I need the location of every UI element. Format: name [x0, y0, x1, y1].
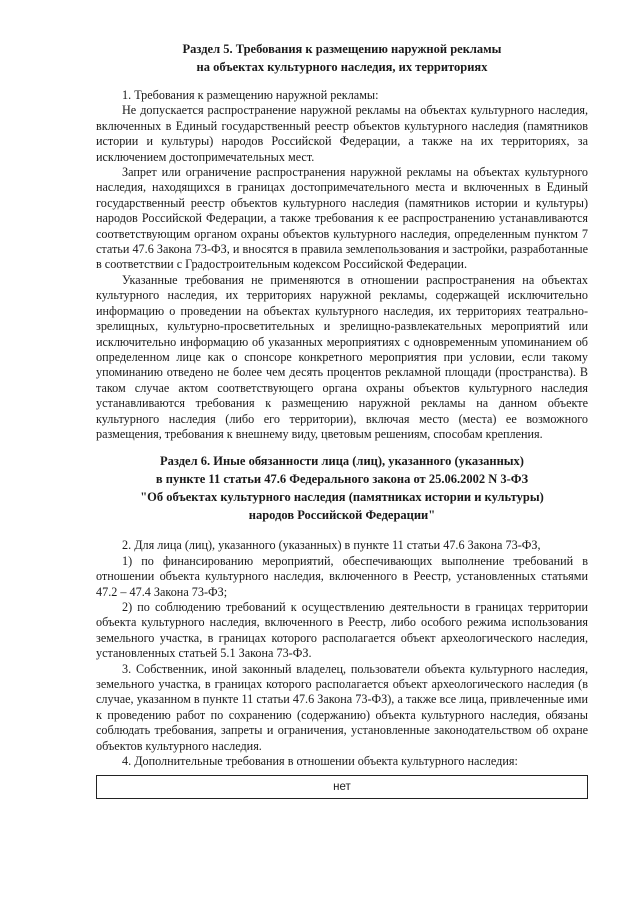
section5-paragraph-4: Указанные требования не применяются в отношении распространения на объектах культурного наследия, их территориях наружной рекламы, содержащей исключительно информацию о проведении на объектах культурного наследия, их территориях театрально-зрелищных, культурно-просветительных и зрелищно-развлекательных мероприятий или исключительно информацию об указанных мероприятиях с одновременным упоминанием об определенном лице как о спонсоре конкретного мероприятия при условии, если такому упоминанию отведено не более чем десять процентов рекламной площади (пространства). В таком случае актом соответствующего органа охраны объектов культурного наследия устанавливаются требования к размещению наружной рекламы на данном объекте культурного наследия (либо его территории), включая место (места) ее возможного размещения, требования к внешнему виду, цветовым решениям, способам крепления. [96, 272, 588, 441]
section6-heading-line3: "Об объектах культурного наследия (памятниках истории и культуры) [140, 490, 544, 505]
section5-heading-line1: Раздел 5. Требования к размещению наружной рекламы [182, 42, 502, 56]
section6-paragraph-2: 1) по финансированию мероприятий, обеспечивающих выполнение требований в отношении объекта культурного наследия, включенного в Реестр, установленных статьями 47.2 – 47.4 Закона 73-ФЗ; [96, 553, 588, 599]
additional-requirements-table [96, 775, 588, 799]
section6-paragraph-4: 3. Собственник, иной законный владелец, пользователи объекта культурного наследия, земельного участка, в границах которого располагается объект археологического наследия (в случае, указанном в пункте 11 статьи 47.6 Закона 73-ФЗ), а также все лица, привлеченные ими к проведению работ по сохранению (содержанию) объекта культурного наследия, обязаны соблюдать требования, запреты и ограничения, установленные законодательством об охране объектов культурного наследия. [96, 661, 588, 753]
section5-paragraph-1: 1. Требования к размещению наружной рекламы: [122, 88, 379, 102]
section6-body [96, 538, 588, 769]
section6-paragraph-1: 2. Для лица (лиц), указанного (указанных) в пункте 11 статьи 47.6 Закона 73-ФЗ, [122, 538, 541, 553]
section6-heading-line2: в пункте 11 статьи 47.6 Федерального закона от 25.06.2002 N 3-ФЗ [155, 472, 529, 487]
section5-paragraph-3: Запрет или ограничение распространения наружной рекламы на объектах культурного наследия, находящихся в границах достопримечательного места и включенных в Единый государственный реестр объектов культурного наследия (памятников истории и культуры) народов Российской Федерации, а также требования к ее распространению устанавливаются соответствующим органом охраны объектов культурного наследия, определенным пунктом 7 статьи 47.6 Закона 73-ФЗ, и вносятся в правила землепользования и застройки, разработанные в соответствии с Градостроительным кодексом Российской Федерации. [96, 165, 588, 272]
section6-heading-line4: народов Российской Федерации" [248, 508, 436, 523]
section5-heading-line2: на объектах культурного наследия, их территориях [196, 60, 488, 74]
section5-body [96, 88, 588, 442]
additional-requirements-value: нет [333, 781, 351, 794]
section6-paragraph-3: 2) по соблюдению требований к осуществлению деятельности в границах территории объекта культурного наследия, включенного в Реестр, либо особого режима использования земельного участка, в границах которого располагается объект археологического наследия, установленных статьей 5.1 Закона 73-ФЗ. [96, 599, 588, 661]
section5-heading [96, 40, 588, 76]
section6-paragraph-5: 4. Дополнительные требования в отношении объекта культурного наследия: [122, 754, 518, 769]
section6-heading [96, 452, 588, 524]
section6-heading-line1: Раздел 6. Иные обязанности лица (лиц), указанного (указанных) [160, 454, 524, 469]
document-page [96, 40, 588, 799]
section5-paragraph-2: Не допускается распространение наружной рекламы на объектах культурного наследия, включенных в Единый государственный реестр объектов культурного наследия (памятников истории и культуры) народов Российской Федерации, а также на их территориях, за исключением достопримечательных мест. [96, 103, 588, 164]
